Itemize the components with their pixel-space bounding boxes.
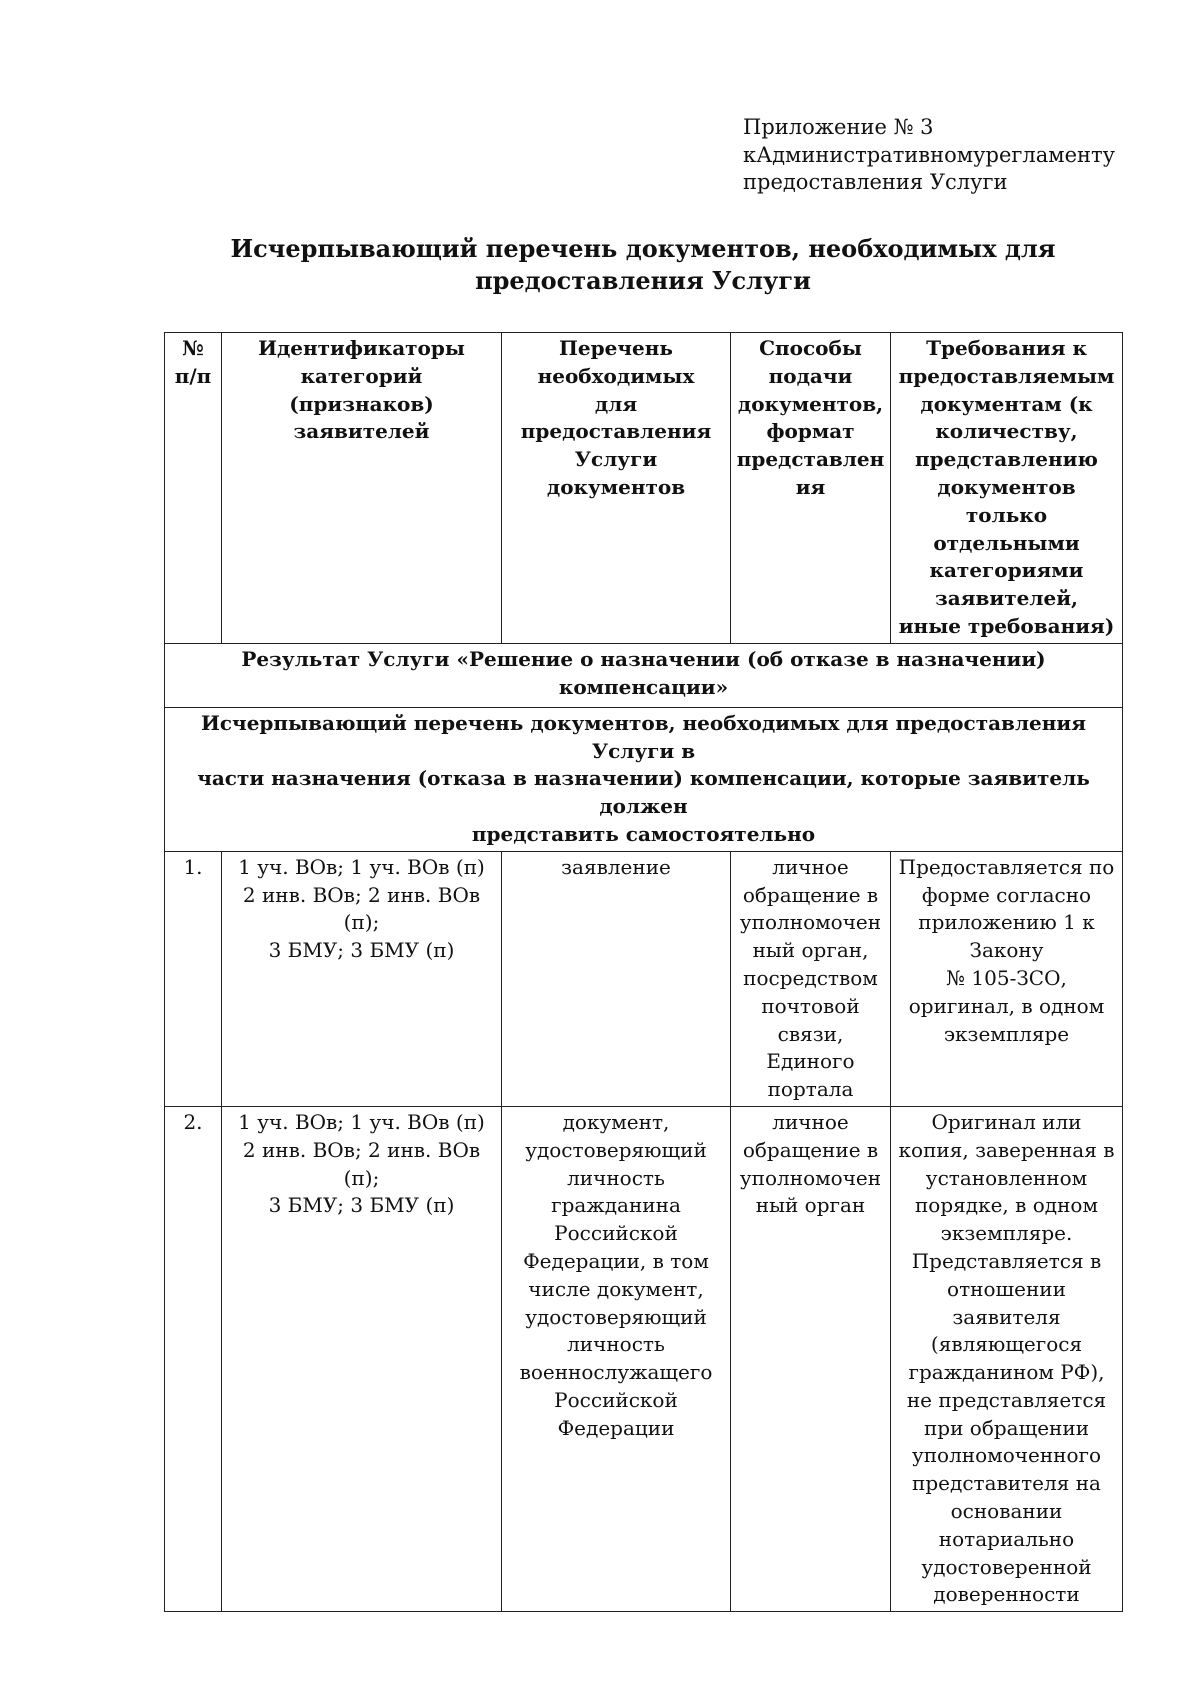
row-document: [502, 851, 731, 1106]
header-line: заявителей,: [935, 586, 1078, 611]
cell-line: заявителя: [952, 1304, 1061, 1329]
header-line: (признаков): [289, 391, 434, 416]
cell-line: 3 БМУ; 3 БМУ (п): [268, 1193, 455, 1218]
row-number: 1.: [165, 851, 222, 1106]
header-line: документов: [546, 474, 686, 499]
header-methods: [731, 333, 891, 644]
cell-line: личное: [772, 1109, 849, 1134]
documents-table: [164, 332, 1123, 1612]
annex-reference: [743, 114, 1115, 197]
annex-number: Приложение № 3: [743, 115, 934, 139]
section-line: Исчерпывающий перечень документов, необходимых для предоставления Услуги в: [200, 710, 1087, 763]
row-categories: [222, 851, 502, 1106]
cell-line: удостоверяющий: [525, 1304, 707, 1329]
section-row: [165, 707, 1123, 851]
cell-line: Федерации: [557, 1415, 675, 1440]
header-documents: [502, 333, 731, 644]
header-line: п/п: [174, 363, 212, 388]
header-line: Идентификаторы: [258, 336, 465, 360]
header-line: количеству,: [935, 419, 1078, 444]
cell-line: почтовой: [761, 993, 860, 1018]
header-line: предоставления: [520, 419, 712, 444]
cell-line: при обращении: [923, 1415, 1090, 1440]
cell-line: гражданином РФ),: [908, 1360, 1105, 1385]
cell-line: 3 БМУ; 3 БМУ (п): [268, 938, 455, 963]
header-line: только: [965, 502, 1048, 527]
cell-line: (п);: [343, 910, 380, 935]
table-row: [165, 1106, 1123, 1611]
cell-line: экземпляре.: [940, 1221, 1073, 1246]
row-requirements: [891, 851, 1123, 1106]
document-title: [164, 233, 1122, 297]
cell-line: представителя на: [912, 1471, 1101, 1496]
row-categories: [222, 1106, 502, 1611]
cell-line: экземпляре: [943, 1021, 1070, 1046]
header-line: №: [182, 336, 204, 360]
cell-line: заявление: [561, 854, 671, 879]
section-line: части назначения (отказа в назначении) компенсации, которые заявитель должен: [197, 766, 1090, 819]
cell-line: портала: [767, 1077, 854, 1102]
header-line: формат: [766, 419, 855, 444]
cell-line: отношении: [947, 1276, 1066, 1301]
cell-line: обращение в: [742, 1137, 879, 1162]
header-line: Перечень: [559, 336, 673, 360]
cell-line: копия, заверенная в: [898, 1137, 1115, 1162]
header-line: ия: [795, 474, 826, 499]
header-line: предоставляемым: [898, 363, 1115, 388]
header-line: необходимых: [537, 363, 695, 388]
cell-line: удостоверенной: [921, 1554, 1092, 1579]
cell-line: Закону: [969, 938, 1044, 963]
cell-line: (п);: [343, 1165, 380, 1190]
cell-line: № 105-ЗСО,: [946, 965, 1067, 990]
cell-line: не представляется: [906, 1387, 1107, 1412]
cell-line: Российской: [554, 1221, 678, 1246]
header-line: документов: [937, 474, 1076, 499]
table-header-row: [165, 333, 1123, 644]
cell-line: документ,: [562, 1109, 670, 1134]
header-line: Способы: [759, 336, 862, 360]
document-title-line: Исчерпывающий перечень документов, необходимых для: [230, 234, 1056, 263]
header-line: категорий: [300, 363, 423, 388]
section-cell: [165, 707, 1123, 851]
row-methods: [731, 1106, 891, 1611]
annex-service: предоставления Услуги: [743, 170, 1008, 195]
header-line: документов,: [737, 391, 884, 416]
header-line: подачи: [768, 363, 853, 388]
row-number: 2.: [165, 1106, 222, 1611]
cell-line: связи,: [777, 1021, 844, 1046]
annex-word: к: [743, 142, 757, 167]
result-cell: Результат Услуги «Решение о назначении (об отказе в назначении) компенсации»: [165, 643, 1123, 707]
header-line: представлен: [736, 447, 885, 472]
cell-line: 1 уч. ВОв; 1 уч. ВОв (п): [238, 854, 485, 879]
cell-line: Представляется в: [911, 1248, 1102, 1273]
cell-line: числе документ,: [528, 1276, 704, 1301]
header-line: иные требования): [898, 613, 1115, 638]
cell-line: Единого: [766, 1049, 855, 1074]
header-line: для: [594, 391, 638, 416]
row-document: [502, 1106, 731, 1611]
cell-line: ный орган: [755, 1193, 866, 1218]
cell-line: посредством: [743, 965, 878, 990]
cell-line: Предоставляется по: [898, 854, 1115, 879]
header-line: отдельными: [933, 530, 1080, 555]
cell-line: личность: [567, 1165, 665, 1190]
annex-regulation-line: [743, 142, 1115, 170]
cell-line: уполномоченного: [911, 1443, 1102, 1468]
result-row: [165, 643, 1123, 707]
cell-line: личность: [567, 1332, 665, 1357]
cell-line: порядке, в одном: [914, 1193, 1099, 1218]
cell-line: уполномочен: [739, 910, 882, 935]
document-title-line: предоставления Услуги: [475, 266, 811, 295]
header-line: документам (к: [920, 391, 1093, 416]
cell-line: личное: [772, 854, 849, 879]
cell-line: Федерации, в том: [523, 1248, 709, 1273]
table-row: [165, 851, 1123, 1106]
cell-line: (являющегося: [930, 1332, 1083, 1357]
cell-line: военнослужащего: [519, 1360, 713, 1385]
header-line: заявителей: [293, 419, 430, 444]
row-requirements: [891, 1106, 1123, 1611]
header-line: категориями: [929, 558, 1084, 583]
cell-line: уполномочен: [739, 1165, 882, 1190]
cell-line: ный орган,: [752, 938, 869, 963]
cell-line: удостоверяющий: [525, 1137, 707, 1162]
section-line: представить самостоятельно: [471, 821, 816, 846]
header-line: Требования к: [926, 336, 1087, 360]
header-requirements: [891, 333, 1123, 644]
cell-line: приложению 1 к: [918, 910, 1095, 935]
cell-line: основании: [950, 1499, 1063, 1524]
cell-line: Российской: [554, 1387, 678, 1412]
cell-line: установленном: [925, 1165, 1088, 1190]
cell-line: 2 инв. ВОв; 2 инв. ВОв: [242, 882, 481, 907]
header-categories: [222, 333, 502, 644]
cell-line: 1 уч. ВОв; 1 уч. ВОв (п): [238, 1109, 485, 1134]
cell-line: форме согласно: [921, 882, 1092, 907]
annex-word: Административному: [756, 142, 986, 167]
cell-line: оригинал, в одном: [908, 993, 1105, 1018]
cell-line: доверенности: [933, 1582, 1080, 1607]
header-line: представлению: [915, 447, 1098, 472]
cell-line: обращение в: [742, 882, 879, 907]
cell-line: нотариально: [938, 1526, 1075, 1551]
row-methods: [731, 851, 891, 1106]
header-line: Услуги: [574, 447, 658, 472]
cell-line: Оригинал или: [931, 1109, 1082, 1134]
cell-line: 2 инв. ВОв; 2 инв. ВОв: [242, 1137, 481, 1162]
annex-word: регламенту: [985, 142, 1115, 167]
header-number: [165, 333, 222, 644]
cell-line: гражданина: [551, 1193, 681, 1218]
